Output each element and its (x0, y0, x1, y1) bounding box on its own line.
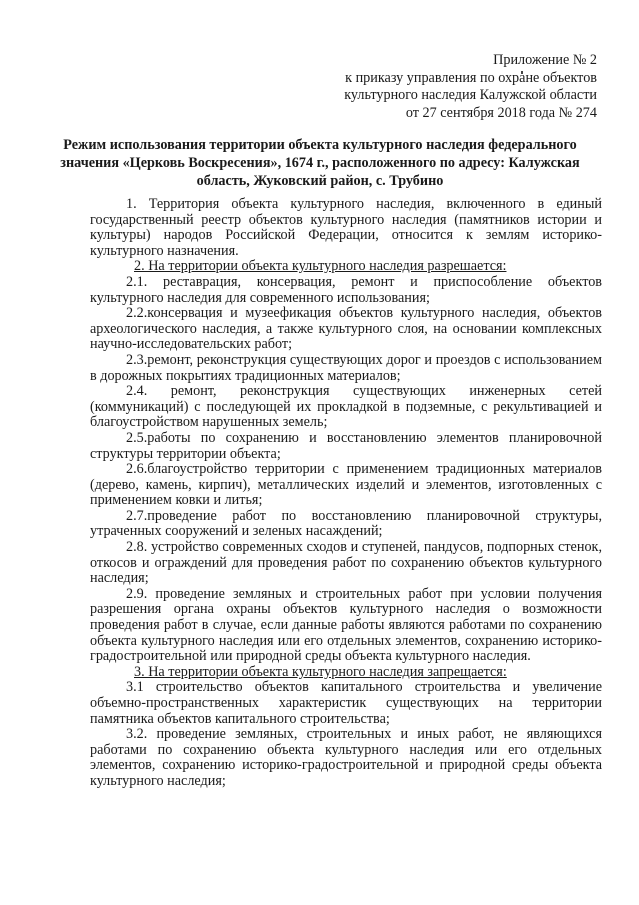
paragraph-2-3: 2.3.ремонт, реконструкция существующих дорог и проездов с использованием в дорожных покрытиях традиционных материалов; (90, 351, 602, 384)
appendix-date: от 27 сентября 2018 года № 274 (405, 104, 597, 121)
paragraph-3-2: 3.2. проведение земляных, строительных и иных работ, не являющихся работами по сохранению объекта культурного наследия или его отдельных элементов, сохранению историко-градостроительной и природной среды объекта культурного наследия; (90, 726, 602, 789)
paragraph-2-9: 2.9. проведение земляных и строительных работ при условии получения разрешения органа охраны объектов культурного наследия о возможности проведения работ в случае, если данные работы являются работами по сохранению объекта культурного наследия или его отдельных элементов, сохранению историко-градостроительной или природной среды объекта культурного наследия. (90, 585, 602, 665)
appendix-number: Приложение № 2 (493, 52, 597, 68)
appendix-authority: культурного наследия Калужской области (344, 87, 597, 103)
section-3-heading: 3. На территории объекта культурного наследия запрещается: (134, 663, 507, 680)
appendix-header (344, 52, 597, 122)
document-body (90, 197, 602, 790)
paragraph-2-5: 2.5.работы по сохранению и восстановлению элементов планировочной структуры территории объекта; (90, 429, 602, 462)
paragraph-2-8: 2.8. устройство современных сходов и ступеней, пандусов, подпорных стенок, откосов и ограждений для проведения работ по сохранению объектов культурного наследия; (90, 539, 602, 587)
paragraph-3-1: 3.1 строительство объектов капитального строительства и увеличение объемно-пространственных характеристик существующих на территории памятника объектов капитального строительства; (90, 679, 602, 727)
paragraph-1: 1. Территория объекта культурного наследия, включенного в единый государственный реестр объектов культурного наследия (памятников истории и культуры) народов Российской Федерации, относится к землям историко-культурного назначения. (90, 196, 602, 259)
paragraph-2-4: 2.4. ремонт, реконструкция существующих инженерных сетей (коммуникаций) с последующей их прокладкой в подземные, с рекультивацией и благоустройством нарушенных земель; (90, 383, 602, 431)
paragraph-2-1: 2.1. реставрация, консервация, ремонт и приспособление объектов культурного наследия для современного использования; (90, 273, 602, 306)
paragraph-2-6: 2.6.благоустройство территории с применением традиционных материалов (дерево, камень, кирпич), металлических изделий и элементов, изготовленных с применением ковки и литья; (90, 461, 602, 509)
appendix-order-ref: к приказу управления по охране объектов (345, 69, 597, 86)
paragraph-2-7: 2.7.проведение работ по восстановлению планировочной структуры, утраченных сооружений и зеленых насаждений; (90, 507, 602, 540)
paragraph-2-2: 2.2.консервация и музеефикация объектов культурного наследия, объектов археологического наследия, а также культурного слоя, на основании комплексных научно-исследовательских работ; (90, 305, 602, 353)
document-title: Режим использования территории объекта культурного наследия федерального значения «Церковь Воскресения», 1674 г., расположенного по адресу: Калужская область, Жуковский район, с. Трубино (60, 137, 580, 189)
section-2-heading: 2. На территории объекта культурного наследия разрешается: (134, 258, 507, 275)
